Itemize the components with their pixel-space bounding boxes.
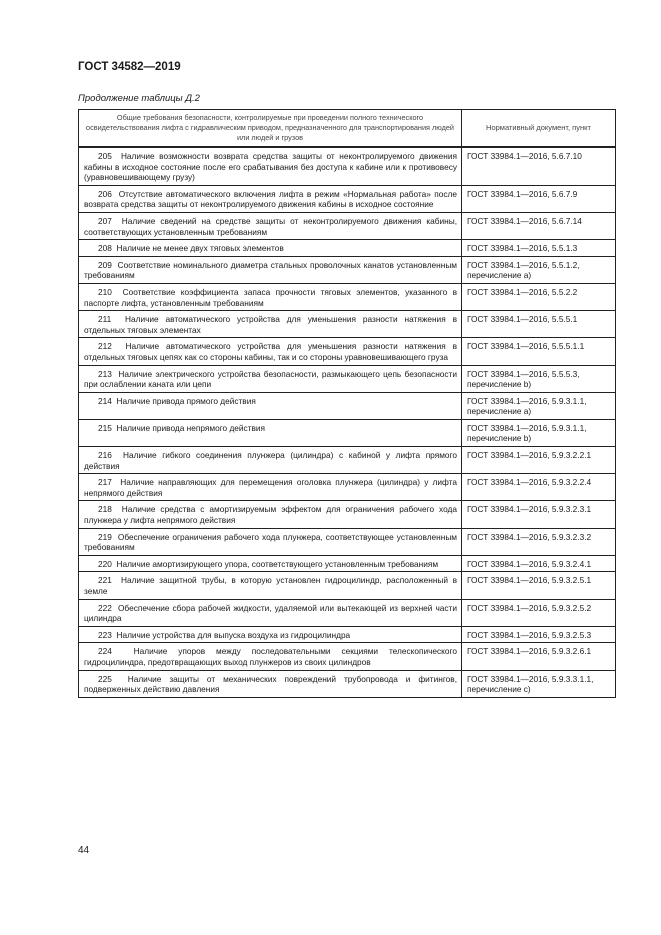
normative-document-cell: ГОСТ 33984.1—2016, 5.9.3.1.1, перечисление b) [462, 419, 616, 446]
requirement-cell [79, 670, 462, 697]
normative-document-cell: ГОСТ 33984.1—2016, 5.9.3.2.4.1 [462, 555, 616, 572]
row-number: 211 [98, 314, 112, 325]
requirement-text: Наличие сведений на средстве защиты от неконтролируемого движения кабины, соответствующих установленным требованиям [84, 215, 457, 237]
requirement-text: Наличие электрического устройства безопасности, размыкающего цепь безопасности при ослаблении каната или цепи [84, 368, 457, 390]
table-row [79, 392, 616, 419]
table-row [79, 474, 616, 501]
row-number: 208 [98, 243, 112, 254]
row-number: 209 [98, 259, 112, 270]
row-number: 214 [98, 395, 112, 406]
normative-document-cell: ГОСТ 33984.1—2016, 5.9.3.3.1.1, перечисление с) [462, 670, 616, 697]
requirement-cell [79, 240, 462, 257]
requirement-text: Наличие направляющих для перемещения оголовка плунжера (цилиндра) у лифта непрямого действия [84, 477, 457, 498]
table-continuation-label: Продолжение таблицы Д.2 [78, 93, 200, 104]
requirement-text: Соответствие коэффициента запаса прочности тяговых элементов, указанного в паспорте лифта, установленным требованиям [84, 286, 457, 308]
requirement-text: Обеспечение ограничения рабочего хода плунжера, соответствующее установленным требованиям [84, 531, 457, 553]
normative-document-cell: ГОСТ 33984.1—2016, 5.5.5.1 [462, 311, 616, 338]
requirement-text: Наличие защиты от механических повреждений трубопровода и фитингов, подверженных действию давления [84, 673, 457, 695]
requirement-cell [79, 599, 462, 626]
requirement-cell [79, 365, 462, 392]
header-normative-document: Нормативный документ, пункт [462, 110, 616, 148]
row-number: 206 [98, 188, 112, 199]
table-row [79, 555, 616, 572]
normative-document-cell: ГОСТ 33984.1—2016, 5.5.1.2, перечисление а) [462, 256, 616, 283]
table-row [79, 212, 616, 239]
requirement-text: Наличие привода непрямого действия [116, 422, 266, 433]
table-row [79, 599, 616, 626]
table-row [79, 338, 616, 365]
row-number: 216 [98, 450, 112, 461]
requirement-cell [79, 555, 462, 572]
row-number: 221 [98, 575, 112, 586]
row-number: 210 [98, 286, 112, 297]
table-row [79, 419, 616, 446]
requirement-text: Наличие автоматического устройства для уменьшения разности натяжения в отдельных тяговых цепях как со стороны кабины, так и со стороны уравновешивающего груза [84, 341, 457, 362]
requirement-text: Наличие защитной трубы, в которую установлен гидроцилиндр, расположенный в земле [84, 575, 457, 596]
table-row [79, 643, 616, 670]
requirement-text: Отсутствие автоматического включения лифта в режим «Нормальная работа» после возврата средства защиты от неконтролируемого движения кабины в исходное состояние [84, 188, 457, 210]
requirement-text: Обеспечение сбора рабочей жидкости, удаляемой или вытекающей из верхней части цилиндра [84, 602, 457, 624]
normative-document-cell: ГОСТ 33984.1—2016, 5.5.1.3 [462, 240, 616, 257]
row-number: 220 [98, 558, 112, 569]
table-row [79, 256, 616, 283]
row-number: 219 [98, 531, 112, 542]
row-number: 205 [98, 151, 112, 161]
header-requirements: Общие требования безопасности, контролируемые при проведении полного технического освидетельствования лифта с гидравлическим приводом, предназначенного для транспортирования людей или людей и грузов [79, 110, 462, 148]
normative-document-cell: ГОСТ 33984.1—2016, 5.9.3.2.2.4 [462, 474, 616, 501]
requirement-text: Соответствие номинального диаметра стальных проволочных канатов установленным требованиям [84, 259, 457, 281]
table-header-row [79, 110, 616, 148]
normative-document-cell: ГОСТ 33984.1—2016, 5.5.2.2 [462, 283, 616, 310]
requirement-cell [79, 501, 462, 528]
normative-document-cell: ГОСТ 33984.1—2016, 5.6.7.14 [462, 212, 616, 239]
normative-document-cell: ГОСТ 33984.1—2016, 5.9.3.2.5.2 [462, 599, 616, 626]
normative-document-cell: ГОСТ 33984.1—2016, 5.5.5.3, перечисление b) [462, 365, 616, 392]
requirement-text: Наличие устройства для выпуска воздуха из гидроцилиндра [116, 629, 351, 640]
requirement-cell [79, 528, 462, 555]
table-row [79, 572, 616, 599]
normative-document-cell: ГОСТ 33984.1—2016, 5.9.3.1.1, перечисление а) [462, 392, 616, 419]
requirement-cell [79, 643, 462, 670]
requirement-cell [79, 283, 462, 310]
normative-document-cell: ГОСТ 33984.1—2016, 5.5.5.1.1 [462, 338, 616, 365]
requirement-text: Наличие автоматического устройства для уменьшения разности натяжения в отдельных тяговых элементах [84, 314, 457, 335]
requirement-cell [79, 447, 462, 474]
row-number: 222 [98, 602, 112, 613]
page-number: 44 [78, 845, 90, 856]
table-row [79, 626, 616, 643]
requirement-text: Наличие не менее двух тяговых элементов [116, 243, 284, 254]
requirement-text: Наличие гибкого соединения плунжера (цилиндра) с кабиной у лифта прямого действия [84, 450, 457, 471]
requirement-cell [79, 626, 462, 643]
requirement-cell [79, 212, 462, 239]
row-number: 207 [98, 215, 112, 226]
requirement-cell [79, 311, 462, 338]
row-number: 217 [98, 477, 112, 488]
table-row [79, 365, 616, 392]
requirement-text: Наличие средства с амортизируемым эффектом для ограничения рабочего хода плунжера у лифта непрямого действия [84, 504, 457, 526]
normative-document-cell: ГОСТ 33984.1—2016, 5.9.3.2.6.1 [462, 643, 616, 670]
normative-document-cell: ГОСТ 33984.1—2016, 5.6.7.10 [462, 147, 616, 185]
requirement-cell [79, 474, 462, 501]
normative-document-cell: ГОСТ 33984.1—2016, 5.6.7.9 [462, 185, 616, 212]
row-number: 225 [98, 673, 112, 684]
row-number: 215 [98, 422, 112, 433]
requirement-cell [79, 256, 462, 283]
requirement-cell [79, 392, 462, 419]
requirement-cell [79, 185, 462, 212]
normative-document-cell: ГОСТ 33984.1—2016, 5.9.3.2.5.3 [462, 626, 616, 643]
requirement-text: Наличие привода прямого действия [116, 395, 256, 406]
table-row [79, 283, 616, 310]
table-row [79, 447, 616, 474]
row-number: 213 [98, 368, 112, 379]
requirement-cell [79, 572, 462, 599]
row-number: 218 [98, 504, 112, 515]
requirement-text: Наличие амортизирующего упора, соответствующего установленным требованиям [116, 558, 439, 569]
normative-document-cell: ГОСТ 33984.1—2016, 5.9.3.2.3.1 [462, 501, 616, 528]
table-row [79, 528, 616, 555]
table-row [79, 240, 616, 257]
requirement-text: Наличие упоров между последовательными секциями телескопического гидроцилиндра, предотвращающих выход плунжеров из своих цилиндров [84, 646, 457, 667]
normative-document-cell: ГОСТ 33984.1—2016, 5.9.3.2.3.2 [462, 528, 616, 555]
requirements-table [78, 109, 616, 698]
row-number: 212 [98, 341, 112, 352]
document-code: ГОСТ 34582—2019 [78, 61, 181, 73]
requirement-cell [79, 338, 462, 365]
normative-document-cell: ГОСТ 33984.1—2016, 5.9.3.2.5.1 [462, 572, 616, 599]
requirement-cell [79, 419, 462, 446]
normative-document-cell: ГОСТ 33984.1—2016, 5.9.3.2.2.1 [462, 447, 616, 474]
row-number: 223 [98, 629, 112, 640]
table-row [79, 185, 616, 212]
table-row [79, 670, 616, 697]
requirement-cell [79, 147, 462, 185]
requirement-text: Наличие возможности возврата средства защиты от неконтролируемого движения кабины в исходное состояние после его срабатывания без доступа к кабине или к противовесу (уравновешивающему грузу) [84, 151, 457, 183]
table-row [79, 501, 616, 528]
table-body [79, 147, 616, 697]
row-number: 224 [98, 646, 112, 657]
table-row [79, 147, 616, 185]
table-row [79, 311, 616, 338]
